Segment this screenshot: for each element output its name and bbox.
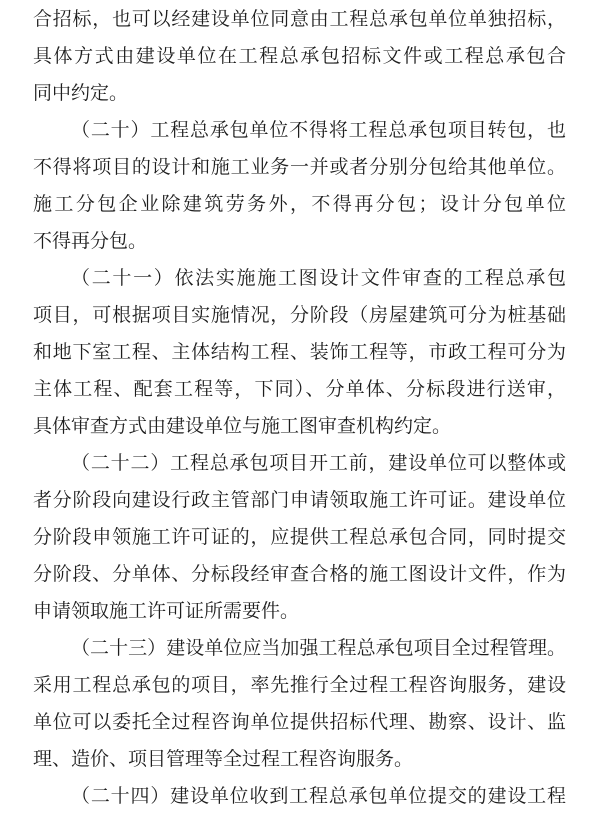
text-line: 申请领取施工许可证所需要件。 bbox=[33, 601, 300, 622]
text-line: 主体工程、配套工程等，下同）、分单体、分标段进行送审， bbox=[33, 379, 566, 400]
text-line: （二十一）依法实施施工图设计文件审查的工程总承包 bbox=[71, 268, 566, 289]
paragraph bbox=[33, 778, 566, 815]
paragraph bbox=[33, 112, 566, 260]
paragraph bbox=[33, 630, 566, 778]
text-line: 分阶段、分单体、分标段经审查合格的施工图设计文件，作为 bbox=[33, 564, 566, 585]
paragraph bbox=[33, 1, 566, 112]
text-line: 具体方式由建设单位在工程总承包招标文件或工程总承包合 bbox=[33, 46, 566, 67]
text-line: 理、造价、项目管理等全过程工程咨询服务。 bbox=[33, 749, 414, 770]
text-line: 具体审查方式由建设单位与施工图审查机构约定。 bbox=[33, 416, 452, 437]
text-line: 合招标，也可以经建设单位同意由工程总承包单位单独招标， bbox=[33, 9, 566, 30]
text-line: 单位可以委托全过程咨询单位提供招标代理、勘察、设计、监 bbox=[33, 712, 566, 733]
text-line: （二十）工程总承包单位不得将工程总承包项目转包，也 bbox=[71, 120, 566, 141]
text-line: 不得将项目的设计和施工业务一并或者分别分包给其他单位。 bbox=[33, 157, 566, 178]
text-line: 施工分包企业除建筑劳务外，不得再分包；设计分包单位 bbox=[33, 194, 566, 215]
text-line: 和地下室工程、主体结构工程、装饰工程等，市政工程可分为 bbox=[33, 342, 566, 363]
document-body bbox=[33, 1, 566, 815]
text-line: （二十四）建设单位收到工程总承包单位提交的建设工程 bbox=[71, 786, 566, 807]
text-line: 采用工程总承包的项目，率先推行全过程工程咨询服务，建设 bbox=[33, 675, 566, 696]
text-line: 项目，可根据项目实施情况，分阶段（房屋建筑可分为桩基础 bbox=[33, 305, 566, 326]
text-line: （二十二）工程总承包项目开工前，建设单位可以整体或 bbox=[71, 453, 566, 474]
text-line: （二十三）建设单位应当加强工程总承包项目全过程管理。 bbox=[71, 638, 566, 659]
paragraph bbox=[33, 260, 566, 445]
paragraph bbox=[33, 445, 566, 630]
text-line: 不得再分包。 bbox=[33, 231, 148, 252]
text-line: 分阶段申领施工许可证的，应提供工程总承包合同，同时提交 bbox=[33, 527, 566, 548]
text-line: 者分阶段向建设行政主管部门申请领取施工许可证。建设单位 bbox=[33, 490, 566, 511]
text-line: 同中约定。 bbox=[33, 83, 129, 104]
